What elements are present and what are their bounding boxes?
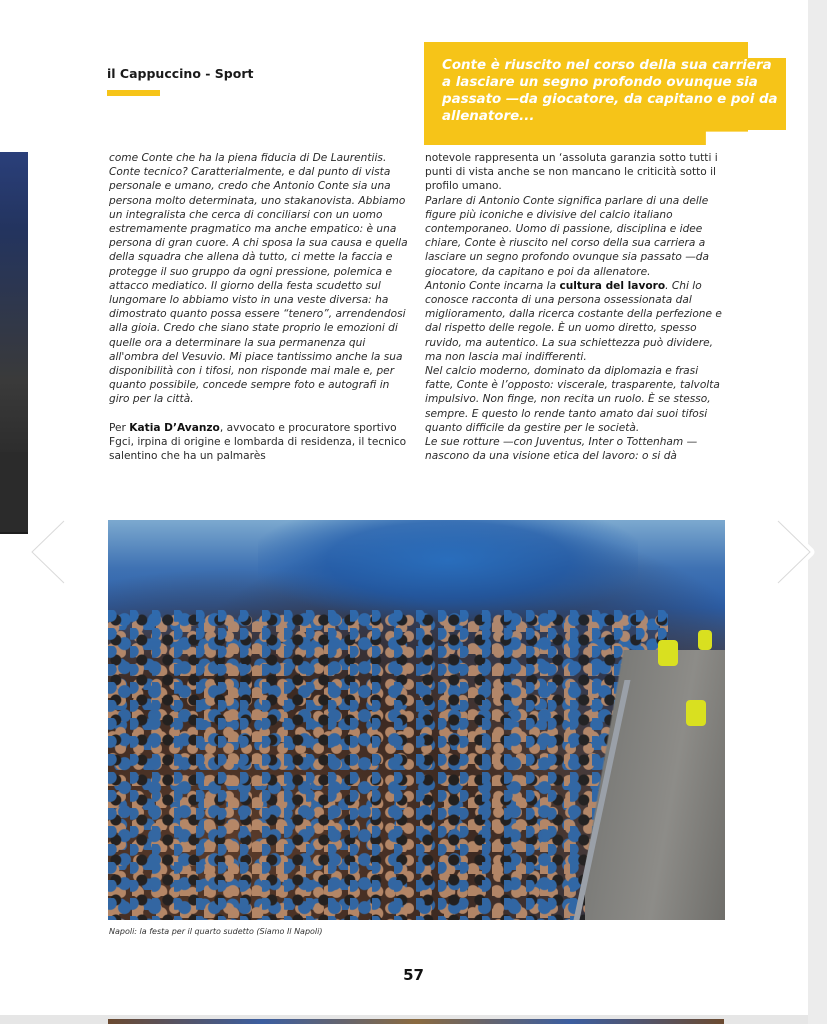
- emphasis: cultura del lavoro: [559, 279, 666, 292]
- person-name: Katia D’Avanzo: [129, 421, 220, 434]
- paragraph: Per Katia D’Avanzo, avvocato e procuratore sportivo Fgci, irpina di origine e lombarda di residenza, il tecnico salentino che ha un palmarès: [109, 421, 407, 463]
- paragraph: Antonio Conte incarna la cultura del lavoro. Chi lo conosce racconta di una persona ossessionata dal miglioramento, dalla ricerca costante della perfezione e dal rispetto delle regole. È un uomo diretto, spesso ruvido, ma autentico. La sua schiettezza può dividere, ma non lascia mai indifferenti.: [425, 279, 722, 363]
- paragraph: Parlare di Antonio Conte significa parlare di una delle figure più iconiche e divisive del calcio italiano contemporaneo. Uomo di passione, disciplina e idee chiare, Conte è riuscito nel corso della sua carriera a lasciare un segno profondo ovunque sia passato —da giocatore, da capitano e poi da allenatore.: [425, 194, 710, 278]
- section-underline: [107, 90, 160, 96]
- previous-page-edge: [0, 152, 28, 534]
- crowd-photo: [108, 520, 725, 920]
- paragraph: Nel calcio moderno, dominato da diplomazia e frasi fatte, Conte è l’opposto: viscerale, trasparente, talvolta impulsivo. Non finge, non recita un ruolo. È se stesso, sempre. E questo lo rende tanto amato dai suoi tifosi quanto difficile da gestire per le società.: [425, 365, 720, 434]
- chevron-right-icon: [770, 515, 818, 589]
- chevron-left-icon: [24, 515, 72, 589]
- paragraph: Le sue rotture —con Juventus, Inter o Tottenham —nascono da una visione etica del lavoro: o si dà: [425, 436, 698, 463]
- page-number: 57: [403, 966, 424, 984]
- previous-page-button[interactable]: [24, 515, 72, 589]
- paragraph: notevole rappresenta un ‘assoluta garanzia sotto tutti i punti di vista anche se non mancano le criticità sotto il profilo umano.: [425, 152, 718, 193]
- paragraph: come Conte che ha la piena fiducia di De Laurentiis.: [109, 152, 387, 164]
- viewer-edge: [808, 0, 827, 1024]
- article-column-left: [109, 151, 409, 463]
- paragraph: Conte tecnico? Caratterialmente, e dal punto di vista personale e umano, credo che Antonio Conte sia una persona molto determinata, uno stakanovista. Abbiamo un integralista che cerca di conciliarsi con un uomo estremamente pragmatico ma anche empatico: è una persona di gran cuore. A chi sposa la sua causa e quella della squadra che allena dà tutto, ci mette la faccia e protegge il suo gruppo da ogni pressione, polemica e attacco mediatico. Il giorno della festa scudetto sul lungomare lo abbiamo visto in una veste diversa: ha dimostrato quanto possa essere “tenero”, arrendendosi alla gioia. Credo che siano state proprio le emozioni di quelle ora a determinare la sua permanenza qui all'ombra del Vesuvio. Mi piace tantissimo anche la sua disponibilità con i tifosi, non risponde mai male e, per quanto possibile, concede sempre foto e autografi in giro per la città.: [109, 166, 408, 406]
- pull-quote-text: Conte è riuscito nel corso della sua carriera a lasciare un segno profondo ovunque sia passato —da giocatore, da capitano e poi da allenatore...: [442, 58, 778, 124]
- article-column-right: [425, 151, 725, 463]
- photo-caption: Napoli: la festa per il quarto sudetto (Siamo Il Napoli): [109, 927, 323, 936]
- next-page-edge: [108, 1019, 724, 1024]
- section-label: il Cappuccino - Sport: [107, 66, 254, 81]
- next-page-button[interactable]: [770, 515, 818, 589]
